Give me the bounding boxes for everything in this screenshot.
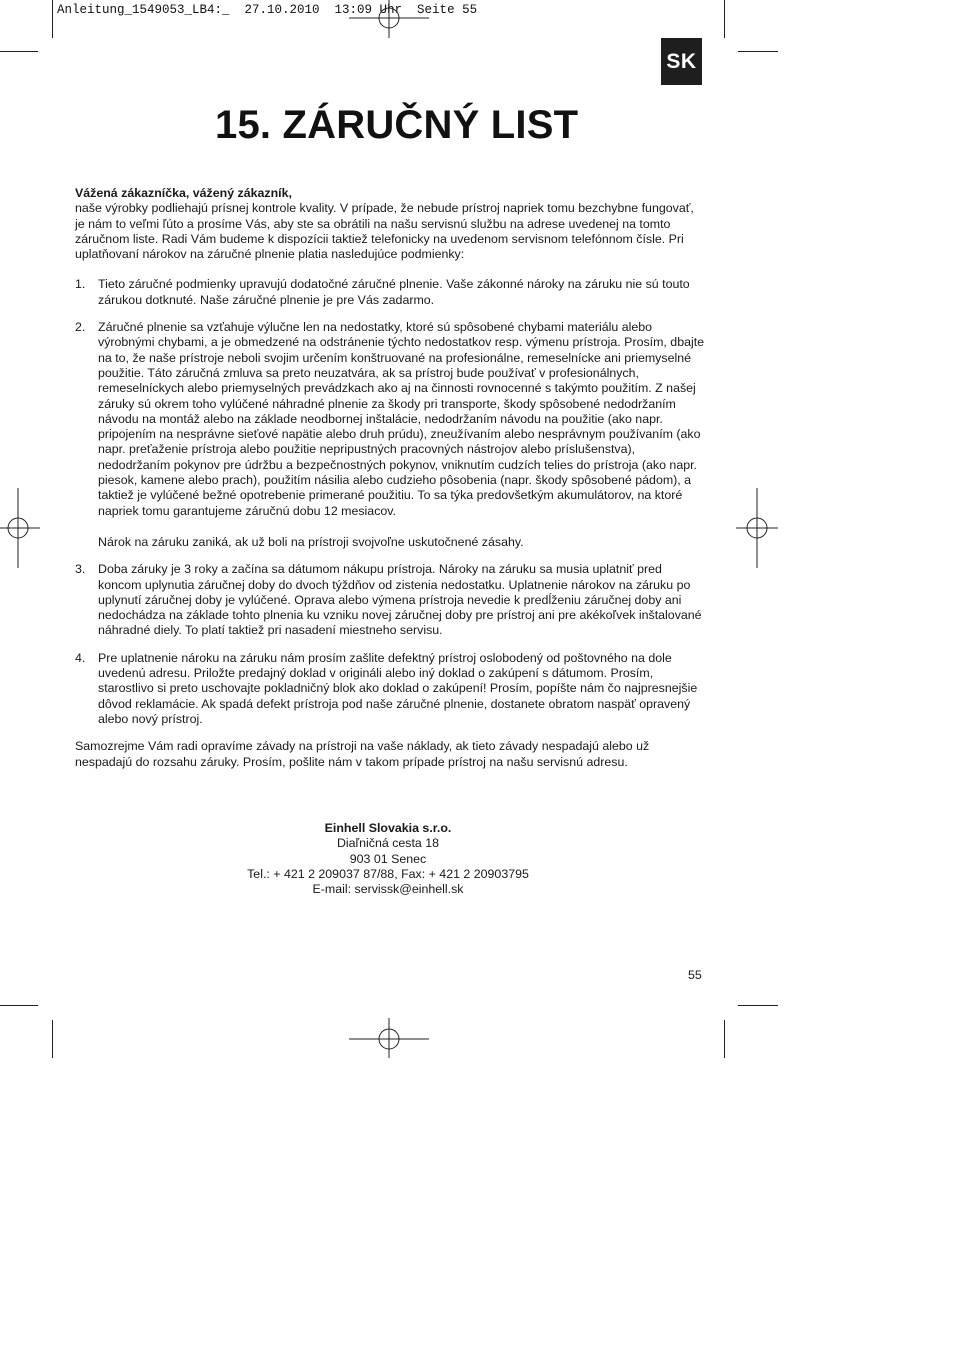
condition-number: 3. — [75, 562, 86, 577]
condition-number: 1. — [75, 277, 86, 292]
condition-item — [75, 562, 705, 638]
page-number: 55 — [688, 968, 702, 982]
condition-item — [75, 320, 705, 550]
crop-mark — [724, 0, 725, 38]
condition-item — [75, 277, 705, 308]
company-street: Diaľničná cesta 18 — [336, 836, 440, 851]
conditions-list — [75, 277, 705, 727]
condition-text: Záručné plnenie sa vzťahuje výlučne len na nedostatky, ktoré sú spôsobené chybami materiálu alebo výrobnými chybami, a je obmedzené na odstránenie týchto nedostatkov resp. výmenu prístroja. Prosím, dbajte na to, že naše prístroje neboli svojim určením konštruované na profesionálne, remeselnícke ani priemyselné použitie. Táto záručná zmluva sa preto neuzatvára, ak sa prístroj bude používať v profesionálnych, remeselníckych alebo priemyselných prevádzkach ako aj na činnosti rovnocenné s takýmto použitím. Z našej záruky sú okrem toho vylúčené náhradné plnenie za škody pri transporte, škody spôsobené nedodržaním návodu na montáž alebo na základe neodbornej inštalácie, nedodržaním návodu na použitie (ako napr. pripojením na nesprávne sieťové napätie alebo druh prúdu), zneužívaním alebo nesprávnym používaním (ako napr. preťaženie prístroja alebo použitie nepripustných pracovných nástrojov alebo príslušenstva), nedodržaním pokynov pre údržbu a bezpečnostných pokynov, vniknutím cudzích telies do prístroja (ako napr. piesok, kamene alebo prach), použitím násilia alebo cudzieho pôsobenia (napr. škody spôsobené pádom), a taktiež je vylúčené bežné opotrebenie primerané použitiu. To sa týka predovšetkým akumulátorov, na ktoré napriek tomu garantujeme záručnú dobu 12 mesiacov. — [98, 320, 705, 518]
condition-item — [75, 651, 705, 727]
closing-paragraph: Samozrejme Vám radi opravíme závady na prístroji na vaše náklady, ak tieto závady nespadajú alebo už nespadajú do rozsahu záruky. Prosím, pošlite nám v takom prípade prístroj na našu servisnú adresu. — [75, 739, 650, 769]
condition-text: Tieto záručné podmienky upravujú dodatočné záručné plnenie. Vaše zákonné nároky na záruku nie sú touto zárukou dotknuté. Naše záručné plnenie je pre Vás zadarmo. — [98, 277, 690, 307]
condition-number: 4. — [75, 650, 86, 665]
crop-mark — [0, 1005, 38, 1006]
crop-mark — [738, 1005, 778, 1006]
salutation: Vážená zákazníčka, vážený zákazník, — [75, 186, 292, 200]
registration-mark-right — [736, 488, 778, 568]
crop-mark — [52, 1020, 53, 1058]
company-city: 903 01 Senec — [349, 851, 427, 866]
crop-mark — [724, 1020, 725, 1058]
condition-text: Pre uplatnenie nároku na záruku nám prosím zašlite defektný prístroj oslobodený od poštovného na dole uvedenú adresu. Priložte predajný doklad v origináli alebo iný doklad o zakúpení s dátumom. Prosím, starostlivo si preto uschovajte pokladničný blok ako doklad o zakúpení! Prosím, popíšte nám čo najpresnejšie dôvod reklamácie. Ak spadá defekt prístroja pod naše záručné plnenie, dostanete obratom naspäť opravený alebo nový prístroj. — [98, 650, 698, 726]
warranty-text — [75, 186, 705, 770]
company-name: Einhell Slovakia s.r.o. — [324, 821, 452, 835]
page-title: 15. ZÁRUČNÝ LIST — [215, 103, 579, 147]
registration-mark-top — [349, 0, 429, 40]
intro-paragraph: naše výrobky podliehajú prísnej kontrole kvality. V prípade, že nebude prístroj napriek tomu bezchybne fungovať, je nám to veľmi ľúto a prosíme Vás, aby ste sa obrátili na našu servisnú službu na adrese uvedenej na tomto záručnom liste. Radi Vám budeme k dispozícii taktiež telefonicky na uvedenom servisnom telefónnom čísle. Pri uplatňovaní nárokov na záručné plnenie platia nasledujúce podmienky: — [75, 201, 694, 262]
language-badge: SK — [661, 38, 702, 85]
condition-text: Doba záruky je 3 roky a začína sa dátumom nákupu prístroja. Nároky na záruku sa musia uplatniť pred koncom uplynutia záručnej doby do dvoch týždňov od zistenia nedostatku. Uplatnenie nárokov na záruku po uplynutí záručnej doby je vylúčené. Oprava alebo výmena prístroja nevedie k predĺženiu záručnej doby ani nedochádza na základe tohto plnenia ku vzniku novej záručnej doby pre prístroj ani pre akékoľvek inštalované náhradné diely. To platí taktiež pri nasadení miestneho servisu. — [98, 562, 702, 638]
crop-mark — [0, 51, 38, 52]
registration-mark-left — [0, 488, 40, 568]
crop-mark — [738, 51, 778, 52]
company-phone: Tel.: + 421 2 209037 87/88, Fax: + 421 2 20903795 — [247, 866, 529, 881]
print-slug: Anleitung_1549053_LB4:_ 27.10.2010 13:09 Uhr Seite 55 — [57, 3, 478, 17]
company-address — [188, 821, 588, 897]
company-email: E-mail: servissk@einhell.sk — [312, 882, 464, 897]
registration-mark-bottom — [349, 1018, 429, 1058]
crop-mark — [52, 0, 53, 38]
condition-number: 2. — [75, 320, 86, 335]
condition-subtext: Nárok na záruku zaniká, ak už boli na prístroji svojvoľne uskutočnené zásahy. — [98, 534, 524, 549]
